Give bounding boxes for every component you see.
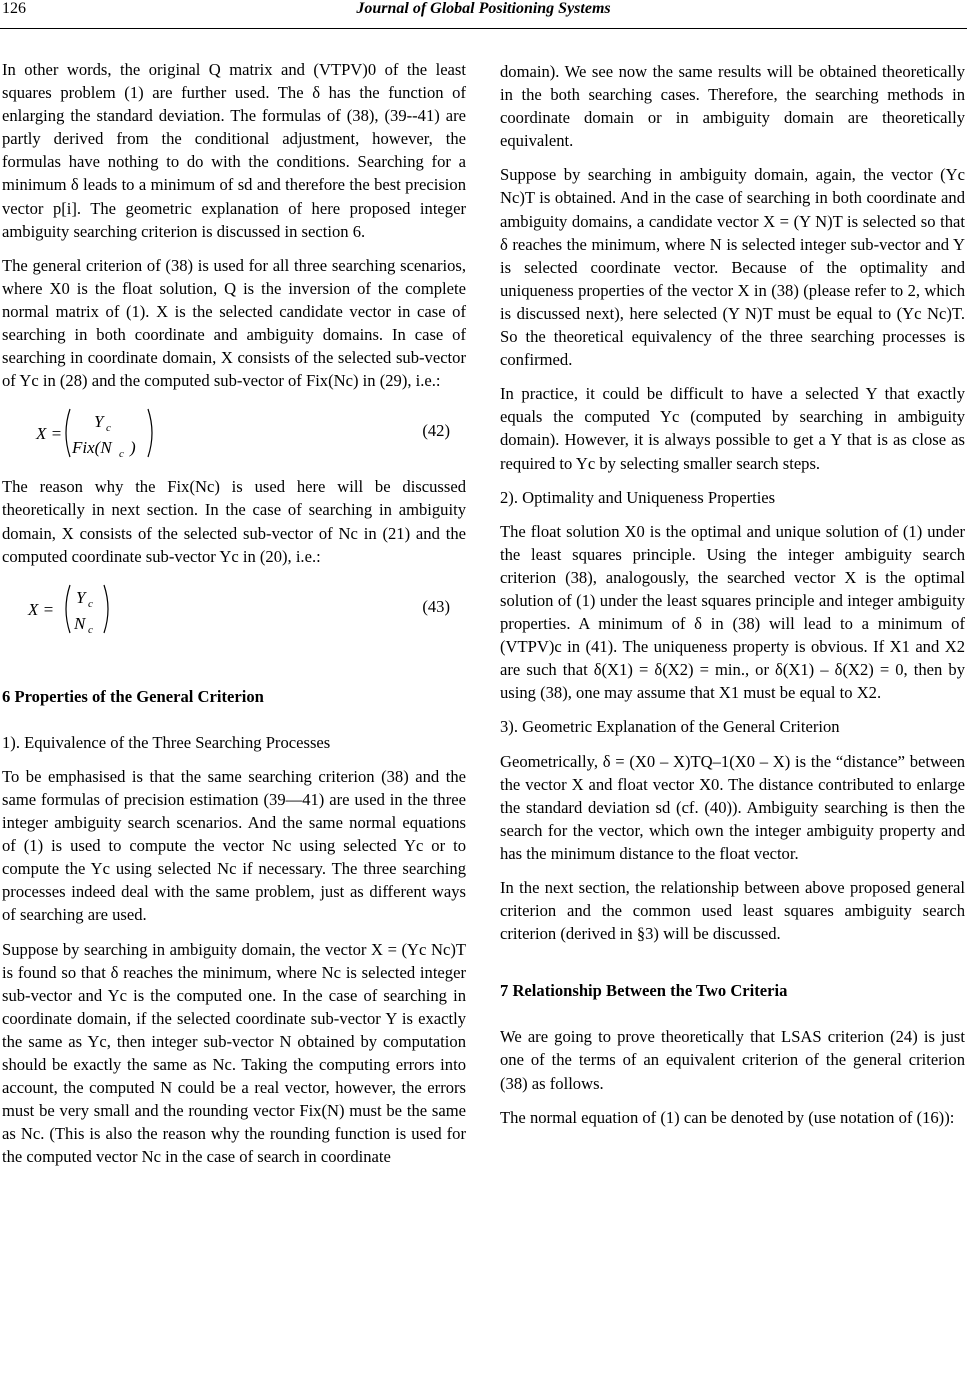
section-heading: 7 Relationship Between the Two Criteria: [500, 981, 788, 1001]
svg-text:Y: Y: [94, 412, 104, 432]
paragraph: The reason why the Fix(Nc) is used here will be discussed theoretically in next section. In the case of searching in ambiguity domain, X consists of the selected sub-vector of Nc in (21) and the computed coordinate sub-vector Yc in (20), i.e.:: [2, 477, 466, 566]
page-number: 126: [2, 0, 26, 17]
paragraph: Suppose by searching in ambiguity domain, the vector X = (Yc Nc)T is found so that δ reaches the minimum, where Nc is selected integer sub-vector and Yc is the computed one. In the case of searching in coordinate domain, if the selected coordinate sub-vector Y is exactly the same as Yc, then integer sub-vector N obtained by computation should be exactly the same as Nc. Taking the computing errors into account, the computed N could be a real vector, however, the errors must be very small and the rounding vector Fix(N) must be the same as Nc. (This is also the reason why the rounding function is used for the computed vector Nc in the case of search in coordinate: [2, 939, 466, 1167]
svg-text:c: c: [88, 597, 93, 610]
equation-number: (42): [422, 421, 450, 441]
paragraph: The normal equation of (1) can be denoted by (use notation of (16)):: [500, 1107, 955, 1127]
equation-42: [2, 403, 466, 463]
equation-43: [2, 579, 466, 639]
paragraph: domain). We see now the same results will be obtained theoretically in the both searching cases. Therefore, the searching methods in coordinate domain or in ambiguity domain are theoretically equivalent.: [500, 62, 965, 151]
subsection-heading: 1). Equivalence of the Three Searching Processes: [2, 732, 331, 752]
svg-text:Fix(N: Fix(N: [72, 438, 112, 458]
eq42-lhs: X =: [36, 424, 63, 444]
subsection-heading: 2). Optimality and Uniqueness Properties: [500, 487, 776, 507]
paragraph: The general criterion of (38) is used for all three searching scenarios, where X0 is the float solution, Q is the inversion of the complete normal matrix of (1). X is the selected candidate vector in case of searching in both coordinate and ambiguity domains. In case of searching in coordinate domain, X consists of the selected sub-vector of Yc in (28) and the computed sub-vector of Fix(Nc) in (29), i.e.:: [2, 255, 466, 391]
svg-text:Y: Y: [76, 587, 86, 607]
right-column: [500, 60, 965, 1140]
svg-text:c: c: [106, 422, 111, 435]
paragraph: The float solution X0 is the optimal and unique solution of (1) under the least squares principle. Using the integer ambiguity search criterion (38), analogously, the searched vector X is the optimal solution of (1) under the least squares principle and integer ambiguity properties. A minimum of δ in (38) will lead to a minimum of (VTPV)c in (41). The uniqueness property is obvious. If X1 and X2 are such that δ(X1) = δ(X2) = min., or δ(X1) – δ(X2) = 0, then by using (38), one may assume that X1 must be equal to X2.: [500, 521, 965, 703]
subsection-heading: 3). Geometric Explanation of the General Criterion: [500, 717, 840, 737]
page-header: [0, 0, 967, 26]
equation-43-matrix: [2, 579, 202, 639]
svg-text:c: c: [119, 448, 124, 461]
svg-text:X =: X =: [28, 599, 55, 619]
paragraph: In other words, the original Q matrix and (VTPV)0 of the least squares problem (1) are further used. The δ has the function of enlarging the standard deviation. The formulas of (38), (39--41) are partly derived from the conditional adjustment, however, the formulas have nothing to do with the conditions. Searching for a minimum δ leads to a minimum of sd and therefore the best precision vector p[i]. The geometric explanation of here proposed integer ambiguity searching criterion is discussed in section 6.: [2, 60, 466, 241]
equation-42-matrix: [2, 403, 202, 463]
header-rule: [0, 28, 967, 29]
paragraph: In the next section, the relationship between above proposed general criterion and the common used least squares ambiguity search criterion (derived in §3) will be discussed.: [500, 878, 965, 944]
svg-text:c: c: [88, 623, 93, 636]
section-heading: 6 Properties of the General Criterion: [2, 686, 264, 706]
svg-text:N: N: [74, 613, 86, 633]
equation-number: (43): [422, 596, 450, 616]
paragraph: To be emphasised is that the same searching criterion (38) and the same formulas of precision estimation (39—41) are used in the three integer ambiguity search scenarios. And the same normal equations of (1) is used to compute the vector Nc using selected Yc or to compute the Yc using selected Nc if necessary. The three searching processes indeed deal with the same problem, just as different ways of searching are used.: [2, 766, 466, 925]
svg-text:): ): [130, 438, 136, 458]
paragraph: We are going to prove theoretically that LSAS criterion (24) is just one of the terms of an equivalent criterion of the general criterion (38) as follows.: [500, 1027, 965, 1093]
paragraph: Geometrically, δ = (X0 – X)TQ–1(X0 – X) is the “distance” between the vector X and float vector X0. The distance contributed to enlarge the standard deviation sd (cf. (40)). Ambiguity searching is then the search for the vector, which own the integer ambiguity property and has the minimum distance to the float vector.: [500, 751, 965, 863]
journal-title: Journal of Global Positioning Systems: [356, 0, 611, 17]
paragraph: In practice, it could be difficult to have a selected Y that exactly equals the computed Yc (computed by searching in ambiguity domain). However, it is always possible to get a Y that is as close as required to Yc by selecting smaller search steps.: [500, 384, 965, 473]
paragraph: Suppose by searching in ambiguity domain, again, the vector (Yc Nc)T is obtained. And in the case of searching in both coordinate and ambiguity domains, a candidate vector X = (Y N)T is selected so that δ reaches the minimum, where N is selected integer sub-vector and Y is selected coordinate vector. Because of the optimality and uniqueness properties of the vector X in (38) (please refer to 2, which is discussed next), here selected (Y N)T must be equal to (Yc Nc)T. So the theoretical equivalency of the three searching processes is confirmed.: [500, 165, 965, 370]
left-column: [2, 58, 466, 1179]
